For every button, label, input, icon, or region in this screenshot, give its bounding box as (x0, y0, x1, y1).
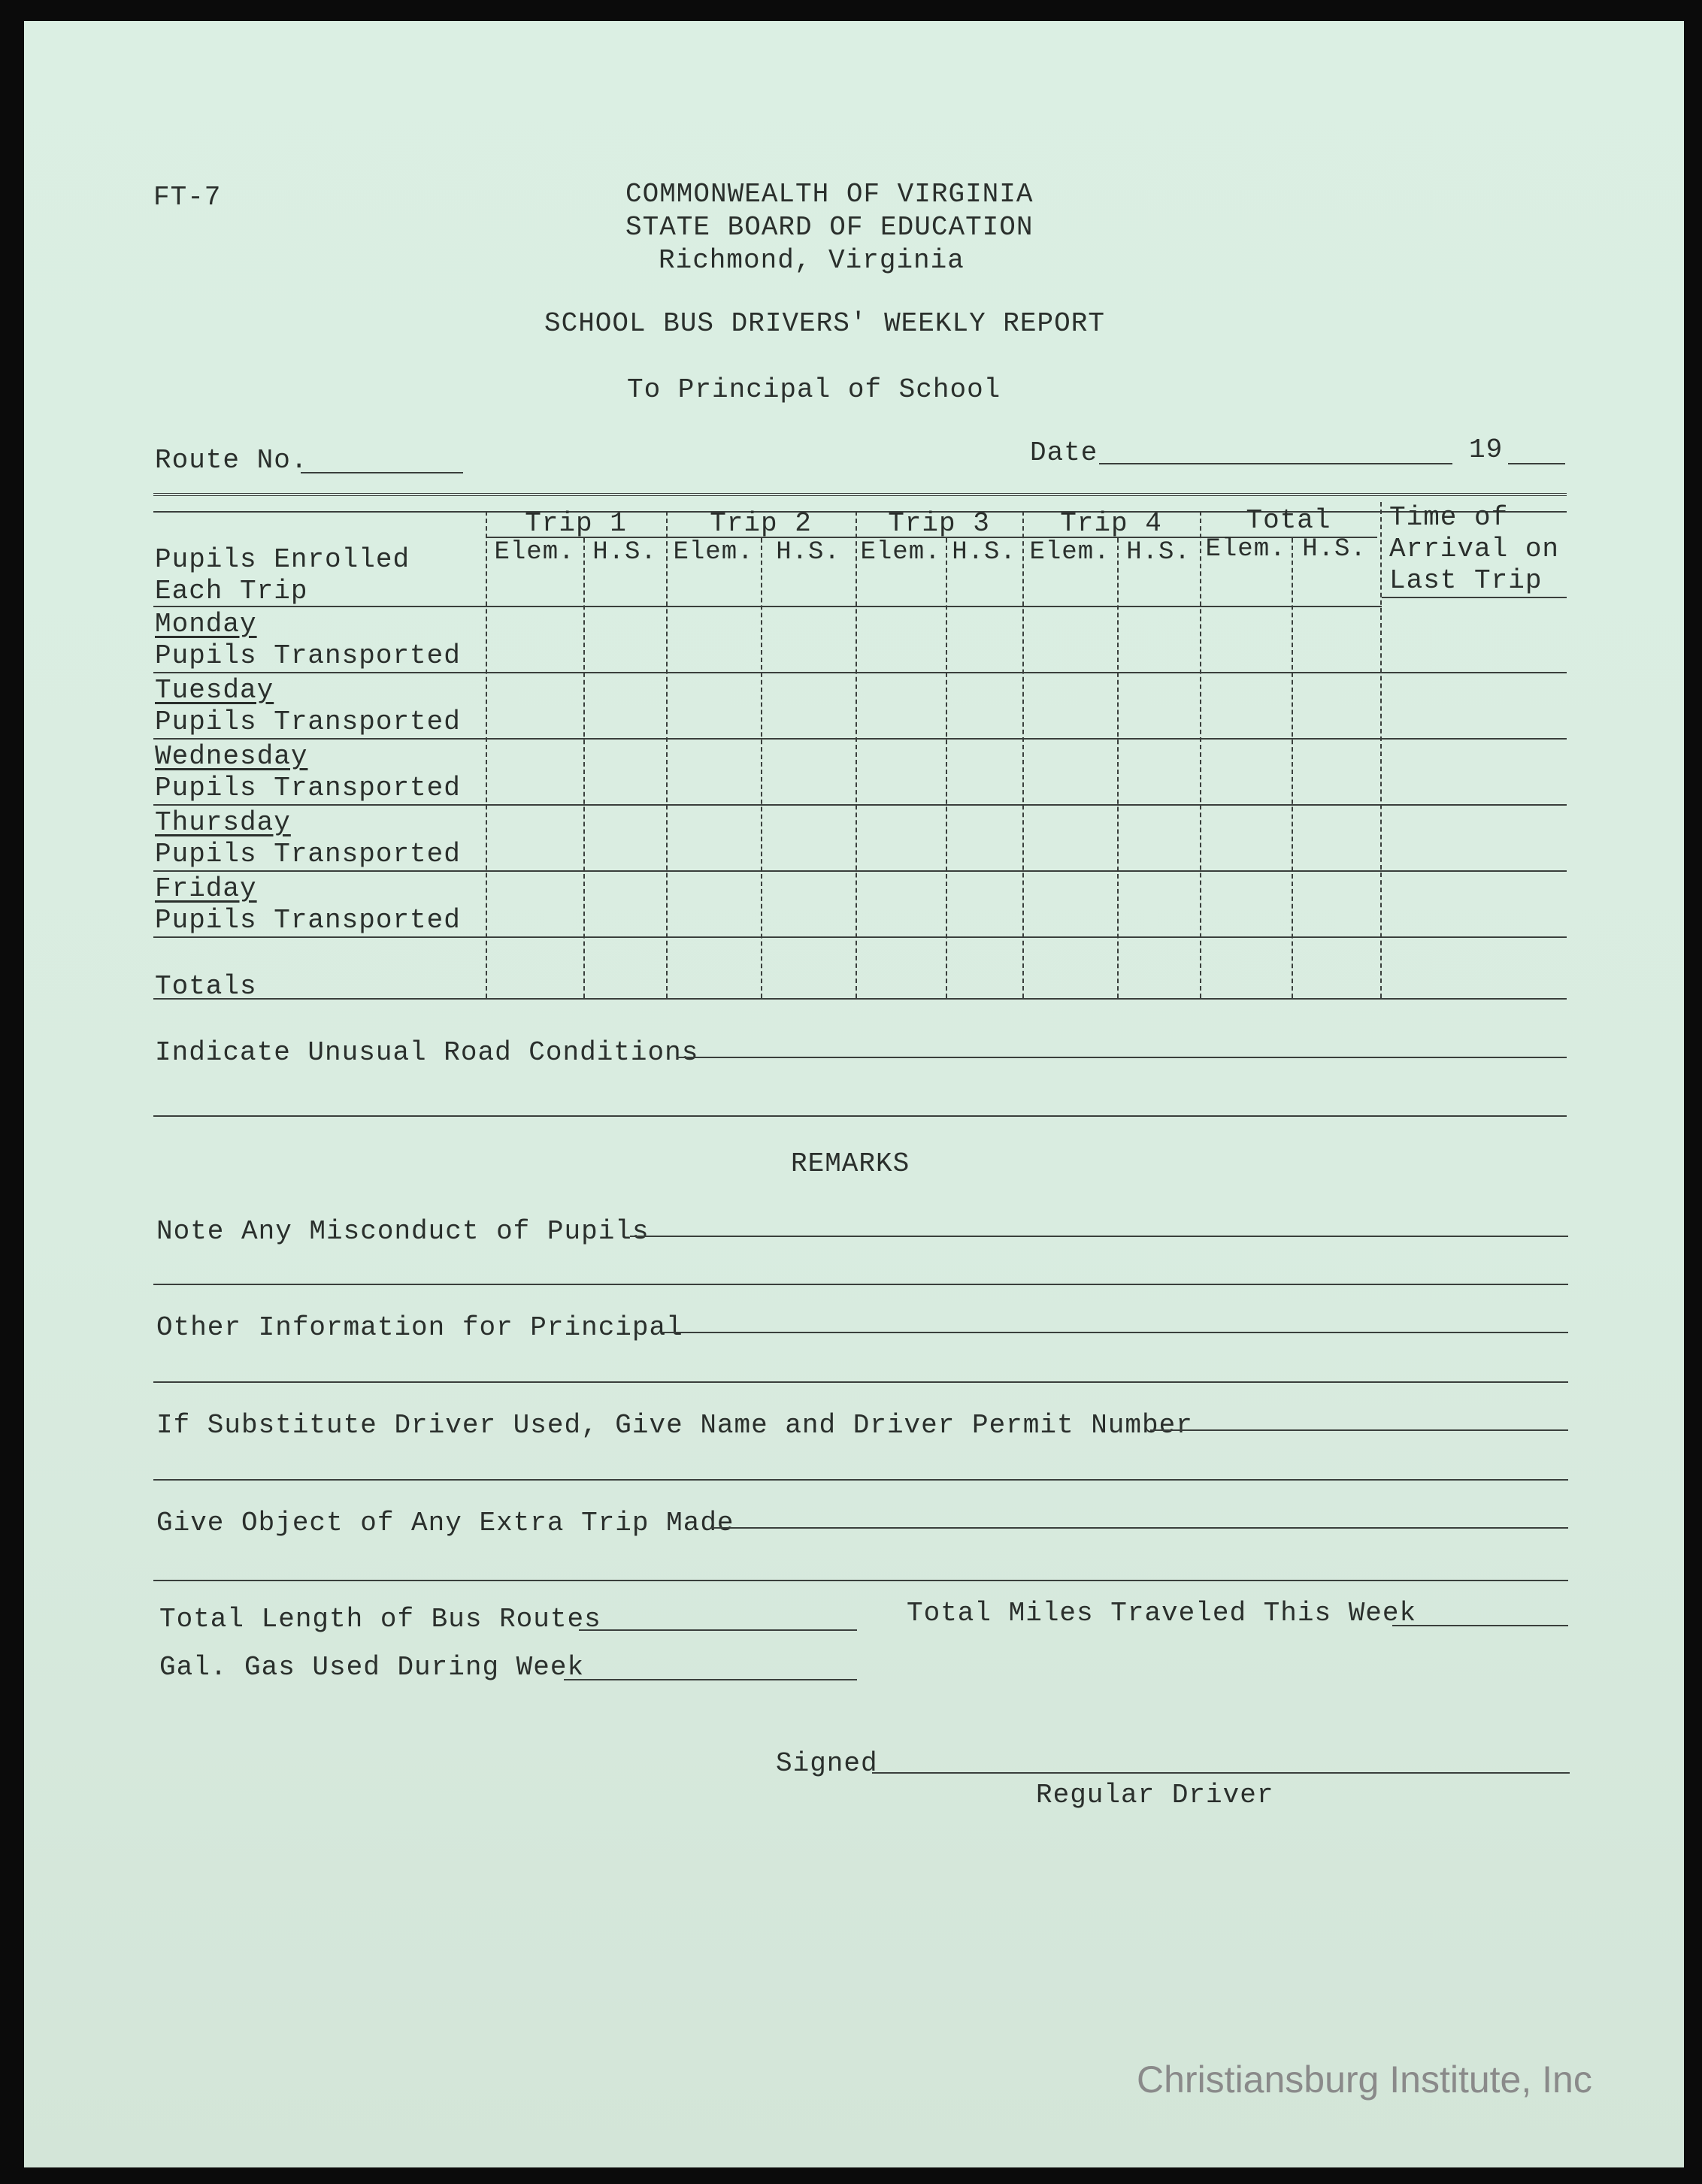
col-rule (1292, 538, 1293, 998)
arrival-header-underline (1382, 597, 1567, 598)
trip2-hs: H.S. (776, 538, 840, 567)
road-conditions-field[interactable] (677, 1057, 1567, 1058)
other-info-field[interactable] (662, 1332, 1568, 1333)
substitute-field-2[interactable] (153, 1479, 1568, 1481)
col-rule (666, 511, 668, 998)
arrival-header-1: Time of (1389, 502, 1509, 533)
gas-field[interactable] (564, 1679, 857, 1680)
trip4-hs: H.S. (1126, 538, 1191, 567)
regular-driver-label: Regular Driver (1036, 1780, 1274, 1810)
day-monday: Monday (155, 609, 257, 640)
substitute-label: If Substitute Driver Used, Give Name and Driver Permit Number (156, 1410, 1193, 1441)
trip1-elem: Elem. (494, 538, 575, 567)
route-length-field[interactable] (579, 1629, 857, 1631)
form-id: FT-7 (153, 182, 222, 213)
other-info-field-2[interactable] (153, 1381, 1568, 1383)
report-subtitle: To Principal of School (627, 374, 1001, 405)
year-label: 19 (1469, 434, 1504, 465)
trip2-elem: Elem. (673, 538, 754, 567)
total-hs: H.S. (1302, 535, 1367, 564)
misconduct-field-2[interactable] (153, 1284, 1568, 1285)
day-friday: Friday (155, 873, 257, 904)
trip3-elem: Elem. (860, 538, 941, 567)
wednesday-transported: Pupils Transported (155, 773, 461, 803)
total-header: Total (1246, 505, 1331, 536)
monday-row-rule (153, 672, 1567, 673)
substitute-field[interactable] (1150, 1429, 1568, 1431)
day-wednesday: Wednesday (155, 741, 308, 772)
watermark: Christiansburg Institute, Inc (1137, 2058, 1592, 2101)
col-rule (1022, 511, 1024, 998)
route-label: Route No. (155, 445, 308, 476)
day-thursday: Thursday (155, 807, 291, 838)
enrolled-label-1: Pupils Enrolled (155, 544, 410, 575)
tuesday-transported: Pupils Transported (155, 706, 461, 737)
route-length-label: Total Length of Bus Routes (159, 1604, 601, 1635)
signature-field[interactable] (872, 1772, 1570, 1774)
totals-row-rule (153, 998, 1567, 1000)
col-rule (1200, 511, 1201, 998)
friday-row-rule (153, 936, 1567, 938)
table-top-rule (153, 493, 1567, 496)
col-rule (856, 511, 857, 998)
form-page (24, 21, 1684, 2167)
arrival-header-3: Last Trip (1389, 565, 1543, 596)
extra-trip-field[interactable] (711, 1527, 1568, 1529)
col-rule (761, 538, 762, 998)
date-label: Date (1030, 437, 1098, 468)
col-rule (583, 538, 585, 998)
extra-trip-field-2[interactable] (153, 1580, 1568, 1581)
monday-transported: Pupils Transported (155, 640, 461, 671)
miles-field[interactable] (1392, 1625, 1568, 1626)
road-conditions-label: Indicate Unusual Road Conditions (155, 1037, 699, 1068)
misconduct-label: Note Any Misconduct of Pupils (156, 1216, 650, 1247)
total-elem: Elem. (1205, 535, 1286, 564)
header-line1: COMMONWEALTH OF VIRGINIA (625, 179, 1034, 210)
route-field[interactable] (301, 472, 463, 473)
col-rule (946, 538, 947, 998)
enrolled-row-rule (153, 606, 1382, 607)
remarks-heading: REMARKS (791, 1148, 910, 1179)
totals-label: Totals (155, 971, 257, 1002)
miles-label: Total Miles Traveled This Week (907, 1598, 1417, 1629)
road-conditions-field-2[interactable] (153, 1115, 1567, 1117)
wednesday-row-rule (153, 804, 1567, 806)
arrival-header-2: Arrival on (1389, 534, 1560, 564)
day-tuesday: Tuesday (155, 675, 274, 706)
misconduct-field[interactable] (630, 1236, 1568, 1237)
thursday-row-rule (153, 870, 1567, 872)
signed-label: Signed (776, 1748, 878, 1779)
gas-label: Gal. Gas Used During Week (159, 1652, 585, 1683)
report-title: SCHOOL BUS DRIVERS' WEEKLY REPORT (544, 308, 1105, 339)
header-line3: Richmond, Virginia (659, 245, 965, 276)
enrolled-label-2: Each Trip (155, 576, 308, 606)
col-rule (1380, 502, 1382, 998)
header-line2: STATE BOARD OF EDUCATION (625, 212, 1034, 243)
friday-transported: Pupils Transported (155, 905, 461, 936)
trip1-hs: H.S. (592, 538, 657, 567)
extra-trip-label: Give Object of Any Extra Trip Made (156, 1508, 734, 1538)
trip1-header: Trip 1 (525, 508, 627, 539)
trip4-header: Trip 4 (1060, 508, 1162, 539)
date-field[interactable] (1099, 463, 1452, 464)
thursday-transported: Pupils Transported (155, 839, 461, 870)
year-field[interactable] (1508, 463, 1565, 464)
trip3-hs: H.S. (952, 538, 1016, 567)
trip4-elem: Elem. (1029, 538, 1110, 567)
other-info-label: Other Information for Principal (156, 1312, 683, 1343)
trip3-header: Trip 3 (888, 508, 990, 539)
trip2-header: Trip 2 (710, 508, 812, 539)
tuesday-row-rule (153, 738, 1567, 740)
col-rule (1117, 538, 1119, 998)
col-rule (486, 511, 487, 998)
